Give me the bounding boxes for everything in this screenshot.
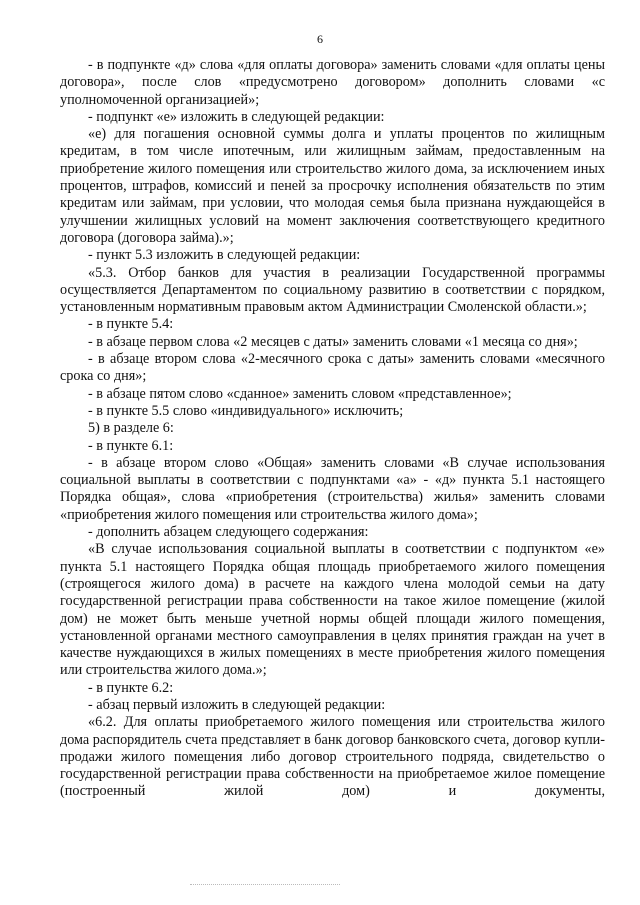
paragraph: - дополнить абзацем следующего содержания: xyxy=(88,524,369,541)
paragraph: - в абзаце втором слова «2-месячного срока с даты» заменить словами «месячного срока со дня»; xyxy=(60,351,605,385)
paragraph: - в пункте 6.2: xyxy=(88,679,174,696)
paragraph: - пункт 5.3 изложить в следующей редакции: xyxy=(88,247,361,264)
paragraph: - в абзаце первом слова «2 месяцев с даты» заменить словами «1 месяца со дня»; xyxy=(88,333,578,350)
paragraph: 5) в разделе 6: xyxy=(88,420,174,437)
paragraph: «5.3. Отбор банков для участия в реализации Государственной программы осуществляется Департаментом по социальному развитию в соответствии с порядком, установленным нормативным правовым актом Администрации Смоленской области.»; xyxy=(60,264,605,316)
paragraph: - подпункт «е» изложить в следующей редакции: xyxy=(88,108,385,125)
scan-artifact-line xyxy=(190,884,340,886)
paragraph: - абзац первый изложить в следующей редакции: xyxy=(88,696,386,713)
paragraph: - в пункте 6.1: xyxy=(88,437,174,454)
paragraph: «6.2. Для оплаты приобретаемого жилого помещения или строительства жилого дома распорядитель счета представляет в банк договор банковского счета, договор купли-продажи жилого помещения либо договор строительного подряда, свидетельство о государственной регистрации права собственности на приобретаемое жилое помещение (построенный жилой дом) и документы, xyxy=(60,714,605,800)
page-number: 6 xyxy=(317,32,323,46)
paragraph: «В случае использования социальной выплаты в соответствии с подпунктом «е» пункта 5.1 настоящего Порядка общая площадь приобретаемого жилого помещения (строящегося жилого дома) в расчете на каждого члена молодой семьи на дату государственной регистрации права собственности на такое жилое помещение (жилой дом) не может быть меньше учетной нормы общей площади жилого помещения, установленной органами местного самоуправления в целях принятия граждан на учет в качестве нуждающихся в жилых помещениях в месте приобретения жилого помещения или строительства жилого дома.»; xyxy=(60,541,605,679)
document-body xyxy=(60,57,605,801)
paragraph: - в абзаце втором слово «Общая» заменить словами «В случае использования социальной выплаты в соответствии с подпунктами «а» - «д» пункта 5.1 настоящего Порядка общая», слова «приобретения (строительства) жилья» заменить словами «приобретения жилого помещения или строительства жилого дома»; xyxy=(60,454,605,523)
paragraph: «е) для погашения основной суммы долга и уплаты процентов по жилищным кредитам, в том числе ипотечным, или жилищным займам, предоставленным на приобретение жилого помещения или строительство жилого дома, за исключением иных процентов, штрафов, комиссий и пеней за просрочку исполнения обязательств по этим кредитам или займам, при условии, что молодая семья была признана нуждающейся в улучшении жилищных условий на момент заключения соответствующего кредитного договора (договора займа).»; xyxy=(60,126,605,246)
paragraph: - в абзаце пятом слово «сданное» заменить словом «представленное»; xyxy=(88,385,512,402)
paragraph: - в подпункте «д» слова «для оплаты договора» заменить словами «для оплаты цены договора», после слов «предусмотрено договором» дополнить словами «с уполномоченной организацией»; xyxy=(60,57,605,108)
paragraph: - в пункте 5.5 слово «индивидуального» исключить; xyxy=(88,402,404,419)
paragraph: - в пункте 5.4: xyxy=(88,316,174,333)
